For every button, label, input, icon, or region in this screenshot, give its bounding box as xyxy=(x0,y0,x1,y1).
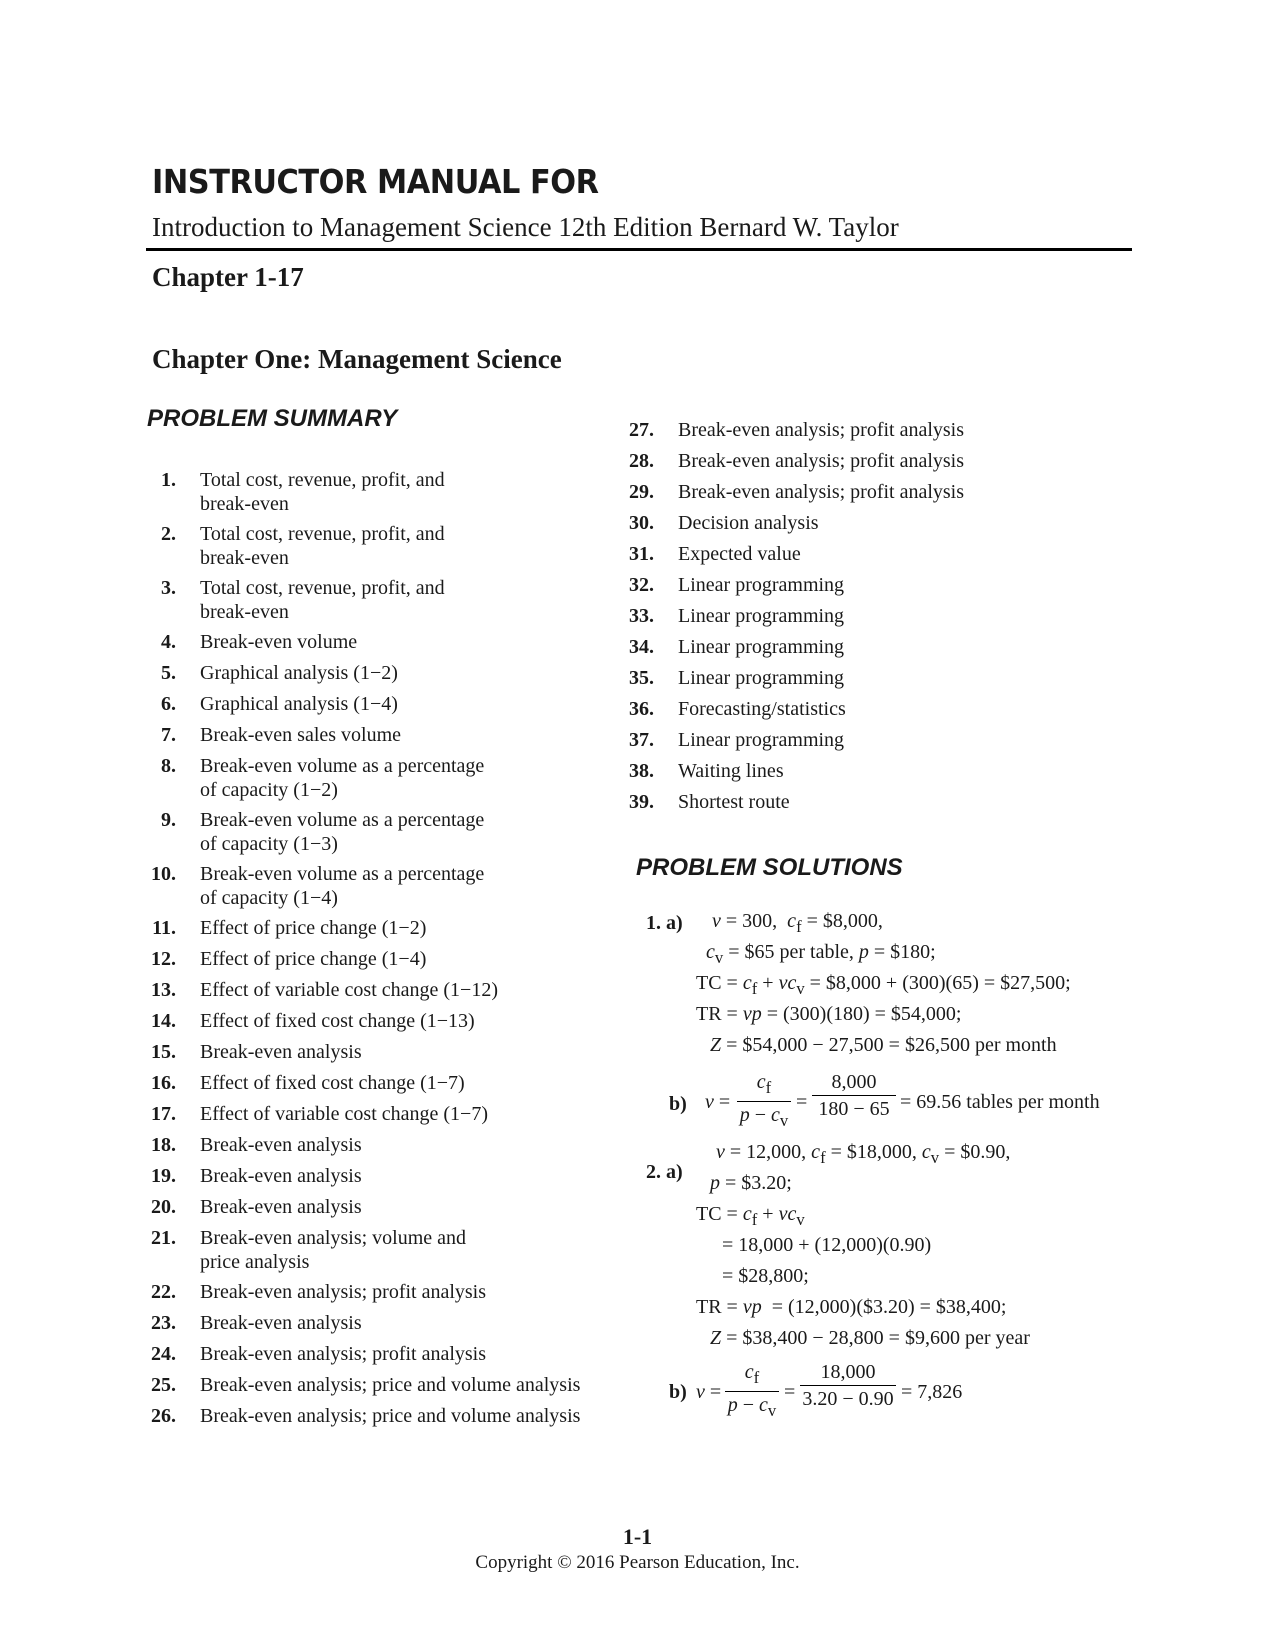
summary-item-text: Linear programming xyxy=(678,729,845,751)
summary-item-text: Break-even volume as a percentage xyxy=(200,809,485,831)
summary-item xyxy=(144,754,584,802)
solution-2a-label: 2. a) xyxy=(646,1161,683,1183)
summary-item-number: 12. xyxy=(151,948,176,970)
summary-item xyxy=(622,449,1062,473)
summary-item-text: Break-even analysis; profit analysis xyxy=(678,481,965,503)
summary-item-text-continued: break-even xyxy=(200,601,289,623)
summary-item xyxy=(144,1311,584,1335)
summary-item xyxy=(622,790,1062,814)
summary-item-number: 32. xyxy=(629,574,654,596)
summary-item xyxy=(144,1009,584,1033)
summary-item-number: 20. xyxy=(151,1196,176,1218)
summary-item-number: 35. xyxy=(629,667,654,689)
summary-item-text: Break-even analysis; price and volume analysis xyxy=(200,1405,581,1427)
summary-item-number: 39. xyxy=(629,791,654,813)
summary-item xyxy=(622,635,1062,659)
summary-item-number: 37. xyxy=(629,729,654,751)
summary-item xyxy=(144,1195,584,1219)
summary-item-text: Total cost, revenue, profit, and xyxy=(200,469,445,491)
summary-item-text-continued: price analysis xyxy=(200,1251,310,1273)
summary-item-number: 23. xyxy=(151,1312,176,1334)
solution-1a-line-3: TC = $c_f + vc_v$ = $8,000 + (300)(65) = $27,500; xyxy=(696,972,1071,998)
summary-item-number: 1. xyxy=(161,469,176,491)
solution-2b-result: = 7,826 xyxy=(901,1381,963,1403)
chapter-title: Chapter One: Management Science xyxy=(152,344,562,374)
summary-item-text: Break-even volume as a percentage xyxy=(200,863,485,885)
summary-item-text: Break-even analysis; profit analysis xyxy=(678,450,965,472)
summary-item-number: 28. xyxy=(629,450,654,472)
summary-item-number: 10. xyxy=(151,863,176,885)
summary-item-text: Total cost, revenue, profit, and xyxy=(200,523,445,545)
summary-item-number: 16. xyxy=(151,1072,176,1094)
summary-item-number: 25. xyxy=(151,1374,176,1396)
summary-item-number: 7. xyxy=(161,724,176,746)
summary-item-number: 31. xyxy=(629,543,654,565)
summary-item xyxy=(144,1164,584,1188)
summary-item-text: Graphical analysis (1−2) xyxy=(200,662,398,684)
summary-item xyxy=(144,1280,584,1304)
solution-2a-line-1: v = 12,000, $c_f$ = $18,000, $c_v$ = $0.90, xyxy=(716,1141,1011,1167)
summary-item-number: 14. xyxy=(151,1010,176,1032)
summary-item xyxy=(622,759,1062,783)
summary-item xyxy=(144,576,584,624)
solution-1a-line-1: v = 300, $c_f$ = $8,000, xyxy=(712,910,883,936)
summary-item xyxy=(144,1373,584,1397)
summary-item-number: 5. xyxy=(161,662,176,684)
summary-item-number: 36. xyxy=(629,698,654,720)
summary-item-number: 38. xyxy=(629,760,654,782)
summary-item xyxy=(622,666,1062,690)
summary-item-text: Break-even volume xyxy=(200,631,358,653)
summary-item-text: Graphical analysis (1−4) xyxy=(200,693,398,715)
page-number: 1-1 xyxy=(622,1524,653,1549)
summary-item-number: 26. xyxy=(151,1405,176,1427)
summary-item-number: 11. xyxy=(152,917,176,939)
summary-item xyxy=(144,723,584,747)
solution-1b-v: v = xyxy=(705,1091,731,1113)
summary-item-text-continued: break-even xyxy=(200,493,289,515)
summary-item xyxy=(144,947,584,971)
summary-item-text: Forecasting/statistics xyxy=(678,698,846,720)
summary-item-number: 15. xyxy=(151,1041,176,1063)
summary-item-number: 21. xyxy=(151,1227,176,1249)
summary-item xyxy=(622,604,1062,628)
summary-item-text: Expected value xyxy=(678,543,801,565)
solution-1a-line-4: TR = vp = (300)(180) = $54,000; xyxy=(696,1003,962,1025)
summary-item-text: Linear programming xyxy=(678,667,845,689)
summary-item xyxy=(144,468,584,516)
summary-item-text: Break-even analysis; price and volume analysis xyxy=(200,1374,581,1396)
summary-item-text: Break-even analysis xyxy=(200,1165,362,1187)
summary-item-number: 24. xyxy=(151,1343,176,1365)
summary-item xyxy=(144,1404,584,1428)
summary-item-text: Linear programming xyxy=(678,636,845,658)
book-subtitle: Introduction to Management Science 12th Edition Bernard W. Taylor xyxy=(152,212,899,242)
summary-item-number: 27. xyxy=(629,419,654,441)
summary-item xyxy=(622,511,1062,535)
summary-item-text: Effect of fixed cost change (1−7) xyxy=(200,1072,465,1094)
summary-item-text-continued: break-even xyxy=(200,547,289,569)
solution-1b-fraction-symbolic: $\frac{c_f}{p - c_v}$ xyxy=(737,1071,791,1132)
solution-1b-equals: = xyxy=(796,1091,808,1113)
solution-2a-line-3: TC = $c_f + vc_v$ xyxy=(696,1203,805,1229)
solution-1b-fraction-numeric xyxy=(812,1071,896,1120)
summary-item xyxy=(144,1102,584,1126)
summary-item xyxy=(622,480,1062,504)
solution-2a-line-7: Z = $38,400 − 28,800 = $9,600 per year xyxy=(710,1327,1030,1349)
summary-item-number: 30. xyxy=(629,512,654,534)
summary-item-text: Decision analysis xyxy=(678,512,819,534)
summary-item-text: Break-even analysis; profit analysis xyxy=(678,419,965,441)
summary-item-text: Effect of price change (1−4) xyxy=(200,948,427,970)
summary-item-number: 2. xyxy=(161,523,176,545)
summary-item xyxy=(144,862,584,910)
summary-item xyxy=(144,1071,584,1095)
summary-item-text: Waiting lines xyxy=(678,760,784,782)
summary-item xyxy=(144,1226,584,1274)
summary-item-number: 9. xyxy=(161,809,176,831)
summary-item-text-continued: of capacity (1−3) xyxy=(200,833,338,855)
manual-title: INSTRUCTOR MANUAL FOR xyxy=(152,162,599,201)
problem-summary-heading: PROBLEM SUMMARY xyxy=(147,405,398,432)
summary-item xyxy=(144,978,584,1002)
solution-2a-line-6: TR = vp = (12,000)($3.20) = $38,400; xyxy=(696,1296,1007,1318)
solution-1a-label: 1. a) xyxy=(646,912,683,934)
summary-item xyxy=(144,661,584,685)
summary-item-number: 19. xyxy=(151,1165,176,1187)
summary-item-number: 22. xyxy=(151,1281,176,1303)
header-divider xyxy=(146,248,1132,251)
solution-2b-numerator: 18,000 xyxy=(800,1361,896,1386)
summary-item xyxy=(144,692,584,716)
summary-item-text: Effect of price change (1−2) xyxy=(200,917,427,939)
summary-item-text: Effect of fixed cost change (1−13) xyxy=(200,1010,475,1032)
summary-item-text: Break-even volume as a percentage xyxy=(200,755,485,777)
solution-1b-label: b) xyxy=(669,1093,687,1115)
solution-2b-fraction-numeric xyxy=(800,1361,896,1410)
summary-item-number: 13. xyxy=(151,979,176,1001)
summary-item-text: Break-even sales volume xyxy=(200,724,402,746)
summary-item-number: 33. xyxy=(629,605,654,627)
summary-item xyxy=(622,573,1062,597)
summary-item-text: Linear programming xyxy=(678,574,845,596)
summary-item-text: Break-even analysis xyxy=(200,1041,362,1063)
chapter-range: Chapter 1-17 xyxy=(152,262,304,292)
summary-item-text: Shortest route xyxy=(678,791,790,813)
summary-item-number: 6. xyxy=(161,693,176,715)
solution-2b-label: b) xyxy=(669,1381,687,1403)
summary-item-text: Break-even analysis; volume and xyxy=(200,1227,467,1249)
solution-2a-line-4: = 18,000 + (12,000)(0.90) xyxy=(722,1234,932,1256)
copyright-notice: Copyright © 2016 Pearson Education, Inc. xyxy=(475,1552,800,1573)
summary-item-text: Total cost, revenue, profit, and xyxy=(200,577,445,599)
summary-item xyxy=(144,1133,584,1157)
summary-item xyxy=(622,418,1062,442)
summary-item xyxy=(144,1342,584,1366)
summary-item-text: Effect of variable cost change (1−12) xyxy=(200,979,498,1001)
summary-item-number: 4. xyxy=(161,631,176,653)
summary-item-text-continued: of capacity (1−2) xyxy=(200,779,338,801)
summary-item-text: Effect of variable cost change (1−7) xyxy=(200,1103,488,1125)
summary-item-number: 18. xyxy=(151,1134,176,1156)
summary-item xyxy=(622,697,1062,721)
solution-2b-fraction-symbolic: $\frac{c_f}{p - c_v}$ xyxy=(725,1361,779,1422)
solution-1a-line-5: Z = $54,000 − 27,500 = $26,500 per month xyxy=(710,1034,1057,1056)
summary-item-text: Break-even analysis xyxy=(200,1312,362,1334)
solution-1b-numerator: 8,000 xyxy=(812,1071,896,1096)
summary-item-number: 3. xyxy=(161,577,176,599)
solution-1b-denominator: 180 − 65 xyxy=(818,1098,890,1120)
summary-item-text: Linear programming xyxy=(678,605,845,627)
solution-2b-denominator: 3.20 − 0.90 xyxy=(802,1388,894,1410)
summary-item xyxy=(144,916,584,940)
summary-item-text: Break-even analysis; profit analysis xyxy=(200,1281,487,1303)
solution-2a-line-5: = $28,800; xyxy=(722,1265,809,1287)
summary-item-number: 29. xyxy=(629,481,654,503)
summary-item xyxy=(144,630,584,654)
summary-item-number: 17. xyxy=(151,1103,176,1125)
summary-item-text: Break-even analysis xyxy=(200,1134,362,1156)
summary-item-number: 34. xyxy=(629,636,654,658)
solution-1b-result: = 69.56 tables per month xyxy=(900,1091,1100,1113)
summary-item-number: 8. xyxy=(161,755,176,777)
summary-item xyxy=(622,542,1062,566)
summary-item-text-continued: of capacity (1−4) xyxy=(200,887,338,909)
summary-item xyxy=(622,728,1062,752)
solution-2b-v: v = xyxy=(696,1381,722,1403)
solution-1a-line-2: $c_v$ = $65 per table, p = $180; xyxy=(706,941,936,967)
solution-2a-line-2: p = $3.20; xyxy=(710,1172,792,1194)
summary-item xyxy=(144,1040,584,1064)
summary-item xyxy=(144,808,584,856)
summary-item xyxy=(144,522,584,570)
problem-solutions-heading: PROBLEM SOLUTIONS xyxy=(636,854,903,881)
summary-item-text: Break-even analysis; profit analysis xyxy=(200,1343,487,1365)
summary-item-text: Break-even analysis xyxy=(200,1196,362,1218)
solution-2b-equals: = xyxy=(784,1381,796,1403)
